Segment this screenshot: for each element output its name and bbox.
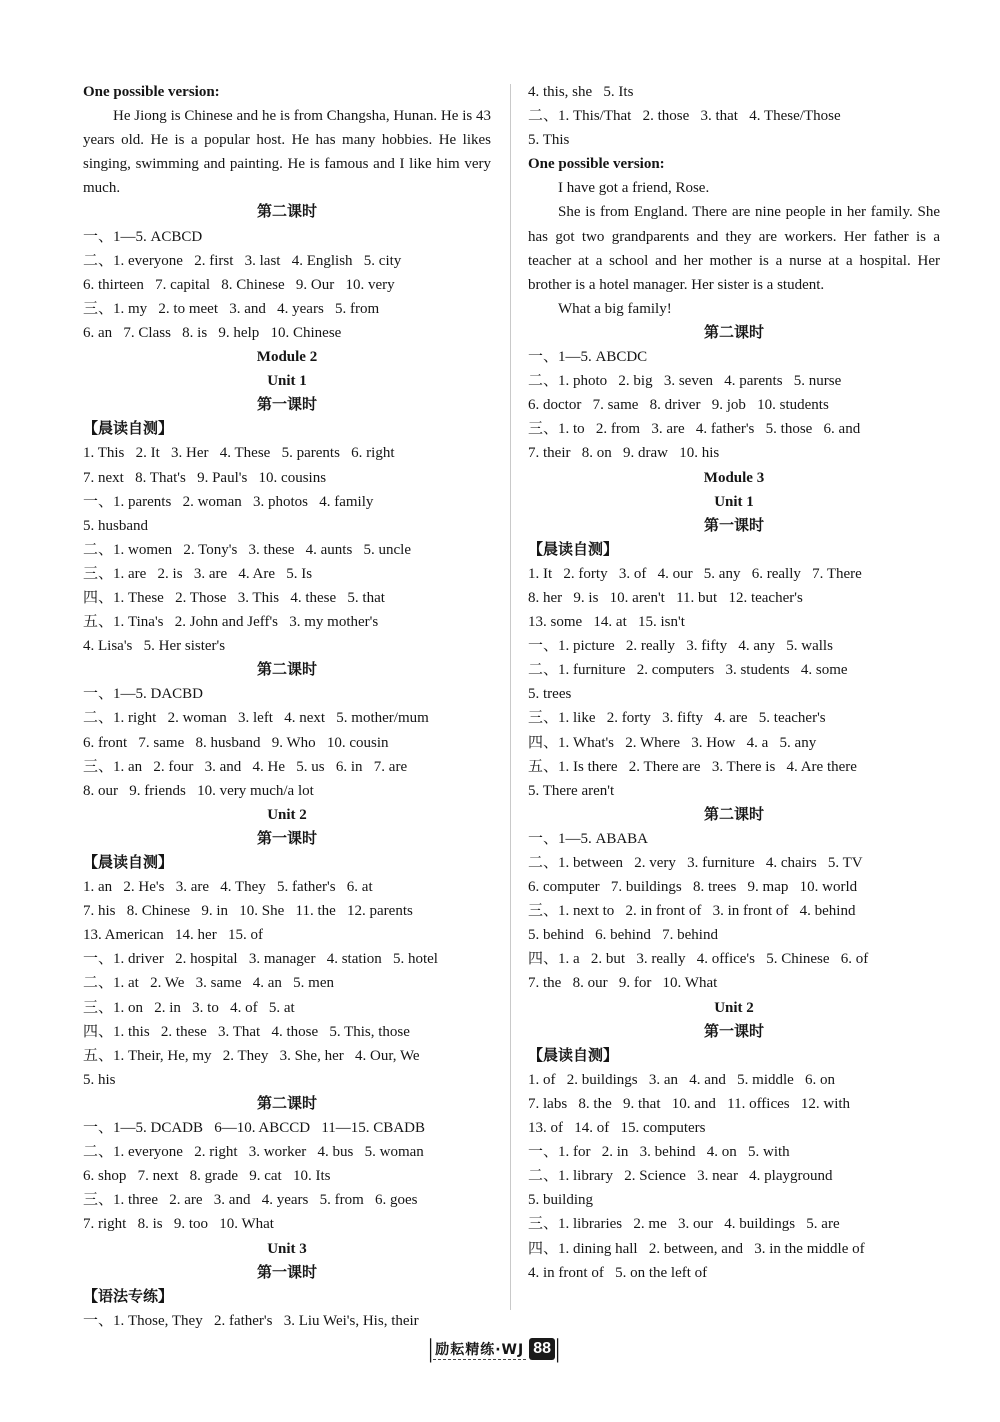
answer-lines-top [528, 80, 940, 152]
answer-line: 三、1. an 2. four 3. and 4. He 5. us 6. in 7. are [83, 758, 408, 775]
answer-line: 四、1. a 2. but 3. really 4. office's 5. Chinese 6. of [528, 951, 869, 968]
brand-label: 励耘精练·WJ [433, 1339, 526, 1360]
answer-line: 一、1. parents 2. woman 3. photos 4. family [83, 493, 374, 510]
answer-line: 四、1. These 2. Those 3. This 4. these 5. that [83, 589, 385, 606]
column-divider [510, 84, 511, 1310]
answer-line: 三、1. libraries 2. me 3. our 4. buildings 5. are [528, 1216, 840, 1233]
answer-line: 二、1. everyone 2. right 3. worker 4. bus 5. woman [83, 1144, 424, 1161]
answer-line: 4. this, she 5. Its [528, 84, 634, 100]
sample-essay-line: I have got a friend, Rose. [558, 180, 710, 197]
section-heading: 第二课时 [256, 662, 317, 679]
section-heading: 第一课时 [256, 397, 317, 414]
answer-line: 三、1. like 2. forty 3. fifty 4. are 5. teacher's [528, 710, 826, 727]
answer-line: 8. her 9. is 10. aren't 11. but 12. teacher's [528, 589, 803, 606]
footer-bracket: | [555, 1334, 561, 1363]
section-heading: 第二课时 [703, 806, 764, 823]
answer-line: 6. thirteen 7. capital 8. Chinese 9. Our 10. very [83, 276, 395, 293]
answer-line: 5. building [528, 1192, 594, 1209]
sample-essay: He Jiong is Chinese and he is from Changsha, Hunan. He is 43 years old. He is a popular host. He has many hobbies. He likes singing, swimming and painting. He is famous and I like him very much. [83, 108, 491, 197]
answer-line: 五、1. Tina's 2. John and Jeff's 3. my mother's [83, 614, 379, 631]
section-heading: 第一课时 [703, 1023, 764, 1040]
version-heading: One possible version: [83, 84, 220, 100]
answer-line: 6. an 7. Class 8. is 9. help 10. Chinese [83, 324, 342, 341]
answer-line: 二、1. furniture 2. computers 3. students 4. some [528, 662, 848, 679]
exercise-label: 【晨读自测】 [83, 855, 174, 871]
answer-line: 二、1. This/That 2. those 3. that 4. These/Those [528, 108, 841, 125]
answer-line: 5. There aren't [528, 782, 615, 799]
right-column [528, 80, 940, 1285]
section-heading: Unit 2 [267, 806, 307, 823]
answer-line: 6. doctor 7. same 8. driver 9. job 10. students [528, 397, 829, 414]
answer-line: 5. trees [528, 686, 572, 703]
answer-line: 5. his [83, 1071, 116, 1088]
answer-line: 4. in front of 5. on the left of [528, 1264, 708, 1281]
answer-line: 7. their 8. on 9. draw 10. his [528, 445, 720, 462]
section-heading: Unit 3 [267, 1240, 307, 1257]
answer-line: 5. husband [83, 517, 148, 534]
answer-line: 一、1. picture 2. really 3. fifty 4. any 5. walls [528, 638, 833, 655]
answer-line: 13. American 14. her 15. of [83, 927, 263, 944]
answer-line: 一、1. Those, They 2. father's 3. Liu Wei's, His, their [83, 1312, 419, 1329]
section-heading: 第二课时 [703, 324, 764, 341]
answer-line: 五、1. Their, He, my 2. They 3. She, her 4. Our, We [83, 1047, 420, 1064]
answer-line: 一、1—5. DACBD [83, 686, 204, 703]
sample-essay: She is from England. There are nine people in her family. She has got two grandparents and they are workers. Her father is a teacher at a school and her mother is a nurse at a hospital. Her brother is a hotel manager. Her sister is a student. [528, 204, 940, 293]
section-heading: 第一课时 [256, 1264, 317, 1281]
section-heading: Unit 1 [714, 493, 754, 510]
answer-line: 一、1—5. DCADB 6—10. ABCCD 11—15. CBADB [83, 1120, 425, 1137]
answer-line: 四、1. dining hall 2. between, and 3. in the middle of [528, 1240, 865, 1257]
answer-line: 二、1. at 2. We 3. same 4. an 5. men [83, 975, 334, 992]
section-heading: Module 2 [256, 349, 318, 366]
answer-line: 三、1. next to 2. in front of 3. in front of 4. behind [528, 903, 856, 920]
exercise-label: 【晨读自测】 [528, 541, 619, 558]
answer-line: 二、1. everyone 2. first 3. last 4. English 5. city [83, 252, 402, 269]
answer-line: 13. of 14. of 15. computers [528, 1120, 706, 1137]
answer-line: 四、1. this 2. these 3. That 4. those 5. This, those [83, 1023, 410, 1040]
answer-line: 二、1. women 2. Tony's 3. these 4. aunts 5. uncle [83, 541, 412, 558]
answer-line: 三、1. my 2. to meet 3. and 4. years 5. from [83, 300, 380, 317]
section-heading: 第二课时 [256, 204, 317, 221]
answer-line: 8. our 9. friends 10. very much/a lot [83, 782, 314, 799]
answer-line: 一、1—5. ACBCD [83, 228, 203, 245]
answer-line: 二、1. right 2. woman 3. left 4. next 5. mother/mum [83, 710, 429, 727]
answer-line: 1. It 2. forty 3. of 4. our 5. any 6. really 7. There [528, 565, 862, 582]
sample-essay-line: What a big family! [558, 300, 672, 317]
answer-line: 三、1. to 2. from 3. are 4. father's 5. those 6. and [528, 421, 861, 438]
answer-line: 5. This [528, 132, 570, 149]
answer-line: 5. behind 6. behind 7. behind [528, 927, 718, 944]
answer-lines [83, 200, 491, 1332]
answer-line: 7. the 8. our 9. for 10. What [528, 975, 718, 992]
section-heading: 第一课时 [703, 517, 764, 534]
answer-line: 三、1. three 2. are 3. and 4. years 5. from 6. goes [83, 1192, 418, 1209]
answer-line: 一、1. driver 2. hospital 3. manager 4. station 5. hotel [83, 951, 438, 968]
answer-line: 6. shop 7. next 8. grade 9. cat 10. Its [83, 1168, 331, 1185]
answer-line: 6. computer 7. buildings 8. trees 9. map 10. world [528, 879, 858, 896]
answer-line: 一、1—5. ABABA [528, 830, 649, 847]
section-heading: Module 3 [703, 469, 765, 486]
page-footer [428, 1332, 560, 1366]
answer-line: 三、1. on 2. in 3. to 4. of 5. at [83, 999, 295, 1016]
answer-line: 13. some 14. at 15. isn't [528, 614, 685, 631]
answer-line: 6. front 7. same 8. husband 9. Who 10. cousin [83, 734, 389, 751]
left-column [83, 80, 491, 1333]
answer-line: 1. an 2. He's 3. are 4. They 5. father's 6. at [83, 879, 373, 896]
answer-line: 7. labs 8. the 9. that 10. and 11. offices 12. with [528, 1095, 851, 1112]
answer-line: 二、1. between 2. very 3. furniture 4. chairs 5. TV [528, 855, 863, 871]
section-heading: 第一课时 [256, 830, 317, 847]
answer-line: 7. next 8. That's 9. Paul's 10. cousins [83, 469, 327, 486]
section-heading: Unit 2 [714, 999, 754, 1016]
exercise-label: 【晨读自测】 [528, 1047, 619, 1064]
answer-line: 7. his 8. Chinese 9. in 10. She 11. the 12. parents [83, 903, 413, 920]
answer-line: 1. This 2. It 3. Her 4. These 5. parents 6. right [83, 445, 395, 462]
answer-line: 五、1. Is there 2. There are 3. There is 4. Are there [528, 758, 857, 775]
section-heading: Unit 1 [267, 373, 307, 390]
exercise-label: 【晨读自测】 [83, 421, 174, 438]
answer-line: 四、1. What's 2. Where 3. How 4. a 5. any [528, 734, 817, 751]
footer-bracket: | [428, 1334, 434, 1363]
section-heading: 第二课时 [256, 1095, 317, 1112]
answer-line: 一、1—5. ABCDC [528, 349, 648, 366]
version-heading: One possible version: [528, 156, 665, 173]
answer-line: 一、1. for 2. in 3. behind 4. on 5. with [528, 1144, 790, 1161]
answer-lines [528, 321, 940, 1285]
exercise-label: 【语法专练】 [83, 1288, 174, 1305]
answer-line: 7. right 8. is 9. too 10. What [83, 1216, 274, 1233]
answer-line: 4. Lisa's 5. Her sister's [83, 638, 226, 655]
answer-line: 二、1. photo 2. big 3. seven 4. parents 5. nurse [528, 373, 842, 390]
page-number: 88 [529, 1338, 555, 1360]
answer-line: 1. of 2. buildings 3. an 4. and 5. middle 6. on [528, 1071, 836, 1088]
answer-line: 三、1. are 2. is 3. are 4. Are 5. Is [83, 565, 313, 582]
answer-line: 二、1. library 2. Science 3. near 4. playground [528, 1168, 833, 1185]
